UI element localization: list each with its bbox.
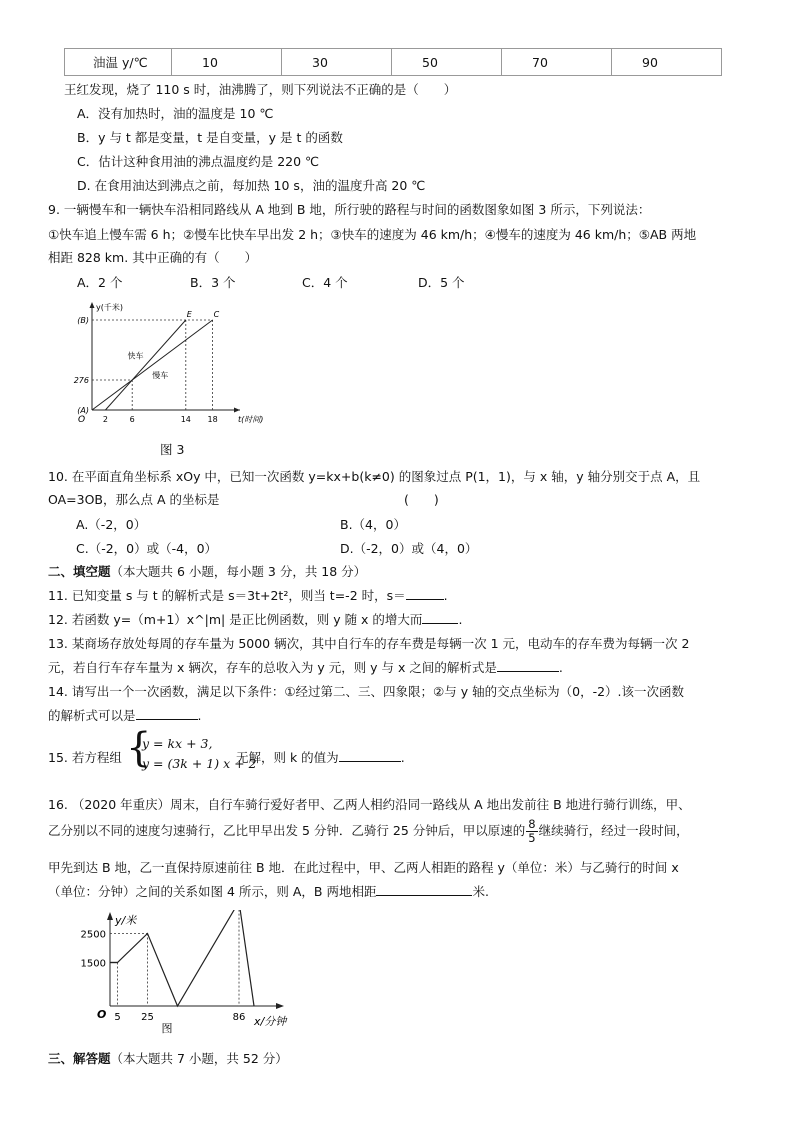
q16-blank[interactable] — [376, 895, 472, 896]
q9-line1: 9. 一辆慢车和一辆快车沿相同路线从 A 地到 B 地，所行驶的路程与时间的函数图象如图 3 所示，下列说法： — [48, 202, 651, 217]
q11-end: . — [443, 588, 448, 603]
table-row — [65, 49, 722, 76]
q9-option-c: C．4 个 — [302, 275, 348, 290]
q9-option-d: D．5 个 — [418, 275, 465, 290]
q8-option-b: B．y 与 t 都是变量，t 是自变量，y 是 t 的函数 — [77, 130, 343, 145]
q15-blank[interactable] — [339, 761, 401, 762]
q12-line — [48, 610, 462, 628]
fraction-denominator: 5 — [528, 831, 536, 845]
section-3-heading — [48, 1049, 288, 1067]
y-tick-label: 1500 — [80, 958, 106, 970]
q9-option-a: A．2 个 — [77, 275, 123, 290]
q15-end: . — [400, 750, 405, 765]
q16-line2a: 乙分别以不同的速度匀速骑行，乙比甲早出发 5 分钟．乙骑行 25 分钟后，甲以原速的 — [48, 823, 526, 838]
q16-line2b: 继续骑行，经过一段时间， — [538, 823, 689, 838]
origin-label: O — [97, 1008, 107, 1021]
q8-option-c: C．估计这种食用油的沸点温度约是 220 ℃ — [77, 154, 320, 169]
q8-option-a: A．没有加热时，油的温度是 10 ℃ — [77, 106, 274, 121]
q12-end: . — [458, 612, 463, 627]
q8-option-d: D. 在食用油达到沸点之前，每加热 10 s，油的温度升高 20 ℃ — [77, 178, 426, 193]
q13-line1: 13. 某商场存放处每周的存车量为 5000 辆次，其中自行车的存车费是每辆一次 1 元，电动车的存车费为每辆一次 2 — [48, 636, 690, 651]
q11-blank[interactable] — [406, 599, 444, 600]
q13-line2 — [48, 658, 563, 676]
series-end-label: C — [213, 310, 220, 319]
y-tick-label: 2500 — [80, 929, 106, 941]
x-tick-label: 6 — [129, 415, 135, 424]
series-line — [92, 320, 213, 410]
q16-end: 米. — [472, 884, 489, 899]
fraction-numerator: 8 — [528, 817, 536, 831]
q9-option-b: B．3 个 — [190, 275, 236, 290]
q16-line4 — [48, 882, 489, 900]
x-axis-label: t(时间) — [238, 415, 264, 424]
q11-text: 11. 已知变量 s 与 t 的解析式是 s＝3t+2t²，则当 t=-2 时，s＝ — [48, 588, 406, 603]
q15-equation-2: y = (3k + 1) x + 2 — [142, 756, 257, 771]
series-line — [105, 320, 185, 410]
q16-line3: 甲先到达 B 地，乙一直保持原速前往 B 地．在此过程中，甲、乙两人相距的路程 y（单位：米）与乙骑行的时间 x — [48, 860, 679, 875]
fraction-8-5 — [526, 818, 537, 845]
section-2-note: （本大题共 6 小题，每小题 3 分，共 18 分） — [110, 564, 367, 579]
x-tick-label: 18 — [207, 415, 218, 424]
q10-answer-paren: ( ) — [404, 492, 439, 507]
y-tick-label: (A) — [77, 406, 89, 415]
q15-tail — [236, 748, 405, 766]
q15-equation-1: y = kx + 3, — [142, 736, 213, 751]
section-3-title: 三、解答题 — [48, 1051, 111, 1066]
q10-option-c: C.（-2，0）或（-4，0） — [76, 541, 218, 556]
q10-line1: 10. 在平面直角坐标系 xOy 中，已知一次函数 y=kx+b(k≠0) 的图象过点 P(1，1)，与 x 轴，y 轴分别交于点 A，且 — [48, 469, 701, 484]
table-cell: 10 — [172, 49, 282, 76]
y-axis-label: y(千米) — [96, 303, 123, 312]
x-tick-label: 25 — [141, 1012, 154, 1023]
q14-blank[interactable] — [136, 719, 198, 720]
q12-text: 12. 若函数 y=（m+1）x^|m| 是正比例函数，则 y 随 x 的增大而 — [48, 612, 423, 627]
x-axis-arrow-icon — [276, 1003, 284, 1009]
figure-3-caption: 图 3 — [160, 442, 185, 457]
table-header-cell: 油温 y/℃ — [65, 49, 172, 76]
oil-temperature-table — [64, 48, 722, 76]
q10-option-a: A.（-2，0） — [76, 517, 147, 532]
q8-stem: 王红发现，烧了 110 s 时，油沸腾了，则下列说法不正确的是（ ） — [64, 82, 457, 97]
brace-icon: { — [126, 725, 152, 771]
x-tick-label: 14 — [180, 415, 191, 424]
y-axis-label: y/米 — [115, 914, 137, 927]
x-axis-label: x/分钟 — [254, 1015, 287, 1028]
y-axis-arrow-icon — [107, 912, 113, 920]
q10-option-d: D.（-2，0）或（4，0） — [340, 541, 478, 556]
q13-text: 元，若自行车存车量为 x 辆次，存车的总收入为 y 元，则 y 与 x 之间的解析式是 — [48, 660, 497, 675]
q10-line2: OA=3OB，那么点 A 的坐标是 — [48, 492, 220, 507]
origin-label: O — [78, 415, 86, 425]
series-label: 快车 — [127, 351, 144, 361]
q10-option-b: B.（4，0） — [340, 517, 406, 532]
x-tick-label: 5 — [114, 1012, 121, 1023]
q9-line2: ①快车追上慢车需 6 h；②慢车比快车早出发 2 h；③快车的速度为 46 km/h；④慢车的速度为 46 km/h；⑤AB 两地 — [48, 227, 697, 242]
figure-4-caption: 图 — [161, 1022, 173, 1035]
series-label: 慢车 — [152, 371, 169, 380]
y-tick-label: 276 — [73, 376, 89, 385]
q14-line2 — [48, 706, 202, 724]
section-2-heading — [48, 562, 366, 580]
x-axis-arrow-icon — [234, 408, 240, 413]
section-2-title: 二、填空题 — [48, 564, 111, 579]
q11-line — [48, 586, 448, 604]
q12-blank[interactable] — [422, 623, 458, 624]
q13-blank[interactable] — [497, 671, 559, 672]
figure-4-chart — [78, 910, 308, 1038]
figure-3-chart — [70, 298, 270, 428]
section-3-note: （本大题共 7 小题，共 52 分） — [110, 1051, 288, 1066]
q13-end: . — [558, 660, 563, 675]
table-cell: 30 — [282, 49, 392, 76]
table-cell: 90 — [612, 49, 722, 76]
q16-line1: 16. （2020 年重庆）周末，自行车骑行爱好者甲、乙两人相约沿同一路线从 A 地出发前往 B 地进行骑行训练，甲、 — [48, 797, 691, 812]
q16-line2 — [48, 818, 689, 845]
q16-line4a: （单位：分钟）之间的关系如图 4 所示，则 A，B 两地相距 — [48, 884, 377, 899]
q14-text: 的解析式可以是 — [48, 708, 136, 723]
series-end-label: E — [186, 310, 192, 319]
q15-suffix: 无解，则 k 的值为 — [236, 750, 339, 765]
q9-line3: 相距 828 km. 其中正确的有（ ） — [48, 250, 258, 265]
y-axis-arrow-icon — [90, 302, 95, 308]
q14-end: . — [197, 708, 202, 723]
x-tick-label: 2 — [102, 415, 108, 424]
table-cell: 50 — [392, 49, 502, 76]
x-tick-label: 86 — [232, 1012, 246, 1023]
table-cell: 70 — [502, 49, 612, 76]
y-tick-label: (B) — [77, 316, 89, 325]
q15-prefix: 15. 若方程组 — [48, 750, 122, 765]
q14-line1: 14. 请写出一个一次函数，满足以下条件：①经过第二、三、四象限；②与 y 轴的交点坐标为（0，-2）.该一次函数 — [48, 684, 685, 699]
